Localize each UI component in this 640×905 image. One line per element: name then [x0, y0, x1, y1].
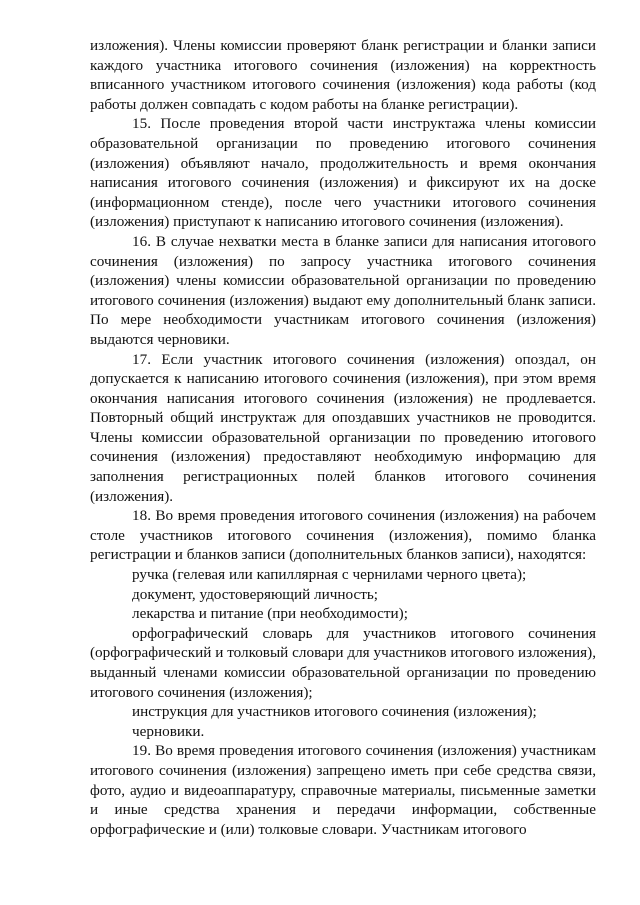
document-page — [90, 36, 596, 839]
paragraph-19: 19. Во время проведения итогового сочинения (изложения) участникам итогового сочинения (изложения) запрещено иметь при себе средства связи, фото, аудио и видеоаппаратуру, справочные материалы, письменные заметки и иные средства хранения и передачи информации, собственные орфографические и (или) толковые словари. Участникам итогового — [90, 742, 596, 838]
list-item-id-document: документ, удостоверяющий личность; — [132, 585, 379, 603]
list-item-instruction: инструкция для участников итогового сочинения (изложения); — [132, 703, 537, 721]
list-item-dictionary: орфографический словарь для участников итогового сочинения (орфографический и толковый словари для участников итогового изложения), выданный членами комиссии образовательной организации по проведению итогового сочинения (изложения); — [90, 624, 596, 701]
paragraph-18: 18. Во время проведения итогового сочинения (изложения) на рабочем столе участников итогового сочинения (изложения), помимо бланка регистрации и бланков записи (дополнительных бланков записи), находятся: — [90, 507, 596, 564]
paragraph-16: 16. В случае нехватки места в бланке записи для написания итогового сочинения (изложения) по запросу участника итогового сочинения (изложения) члены комиссии образовательной организации по проведению итогового сочинения (изложения) выдают ему дополнительный бланк записи. По мере необходимости участникам итогового сочинения (изложения) выдаются черновики. — [90, 232, 596, 348]
list-item-drafts: черновики. — [132, 722, 205, 740]
paragraph-17: 17. Если участник итогового сочинения (изложения) опоздал, он допускается к написанию итогового сочинения (изложения), при этом время окончания написания итогового сочинения (изложения) не продлевается. Повторный общий инструктаж для опоздавших участников не проводится. Члены комиссии образовательной организации по проведению итогового сочинения (изложения) предоставляют необходимую информацию для заполнения регистрационных полей бланков итогового сочинения (изложения). — [90, 350, 596, 505]
list-item-medicine: лекарства и питание (при необходимости); — [132, 605, 408, 623]
paragraph-15: 15. После проведения второй части инструктажа члены комиссии образовательной организации по проведению итогового сочинения (изложения) объявляют начало, продолжительность и время окончания написания итогового сочинения (изложения) и фиксируют их на доске (информационном стенде), после чего участники итогового сочинения (изложения) приступают к написанию итогового сочинения (изложения). — [90, 115, 596, 231]
paragraph-continuation: изложения). Члены комиссии проверяют бланк регистрации и бланки записи каждого участника итогового сочинения (изложения) на корректность вписанного участником итогового сочинения (изложения) кода работы (код работы должен совпадать с кодом работы на бланке регистрации). — [90, 37, 596, 113]
list-item-pen: ручка (гелевая или капиллярная с чернилами черного цвета); — [132, 566, 527, 584]
